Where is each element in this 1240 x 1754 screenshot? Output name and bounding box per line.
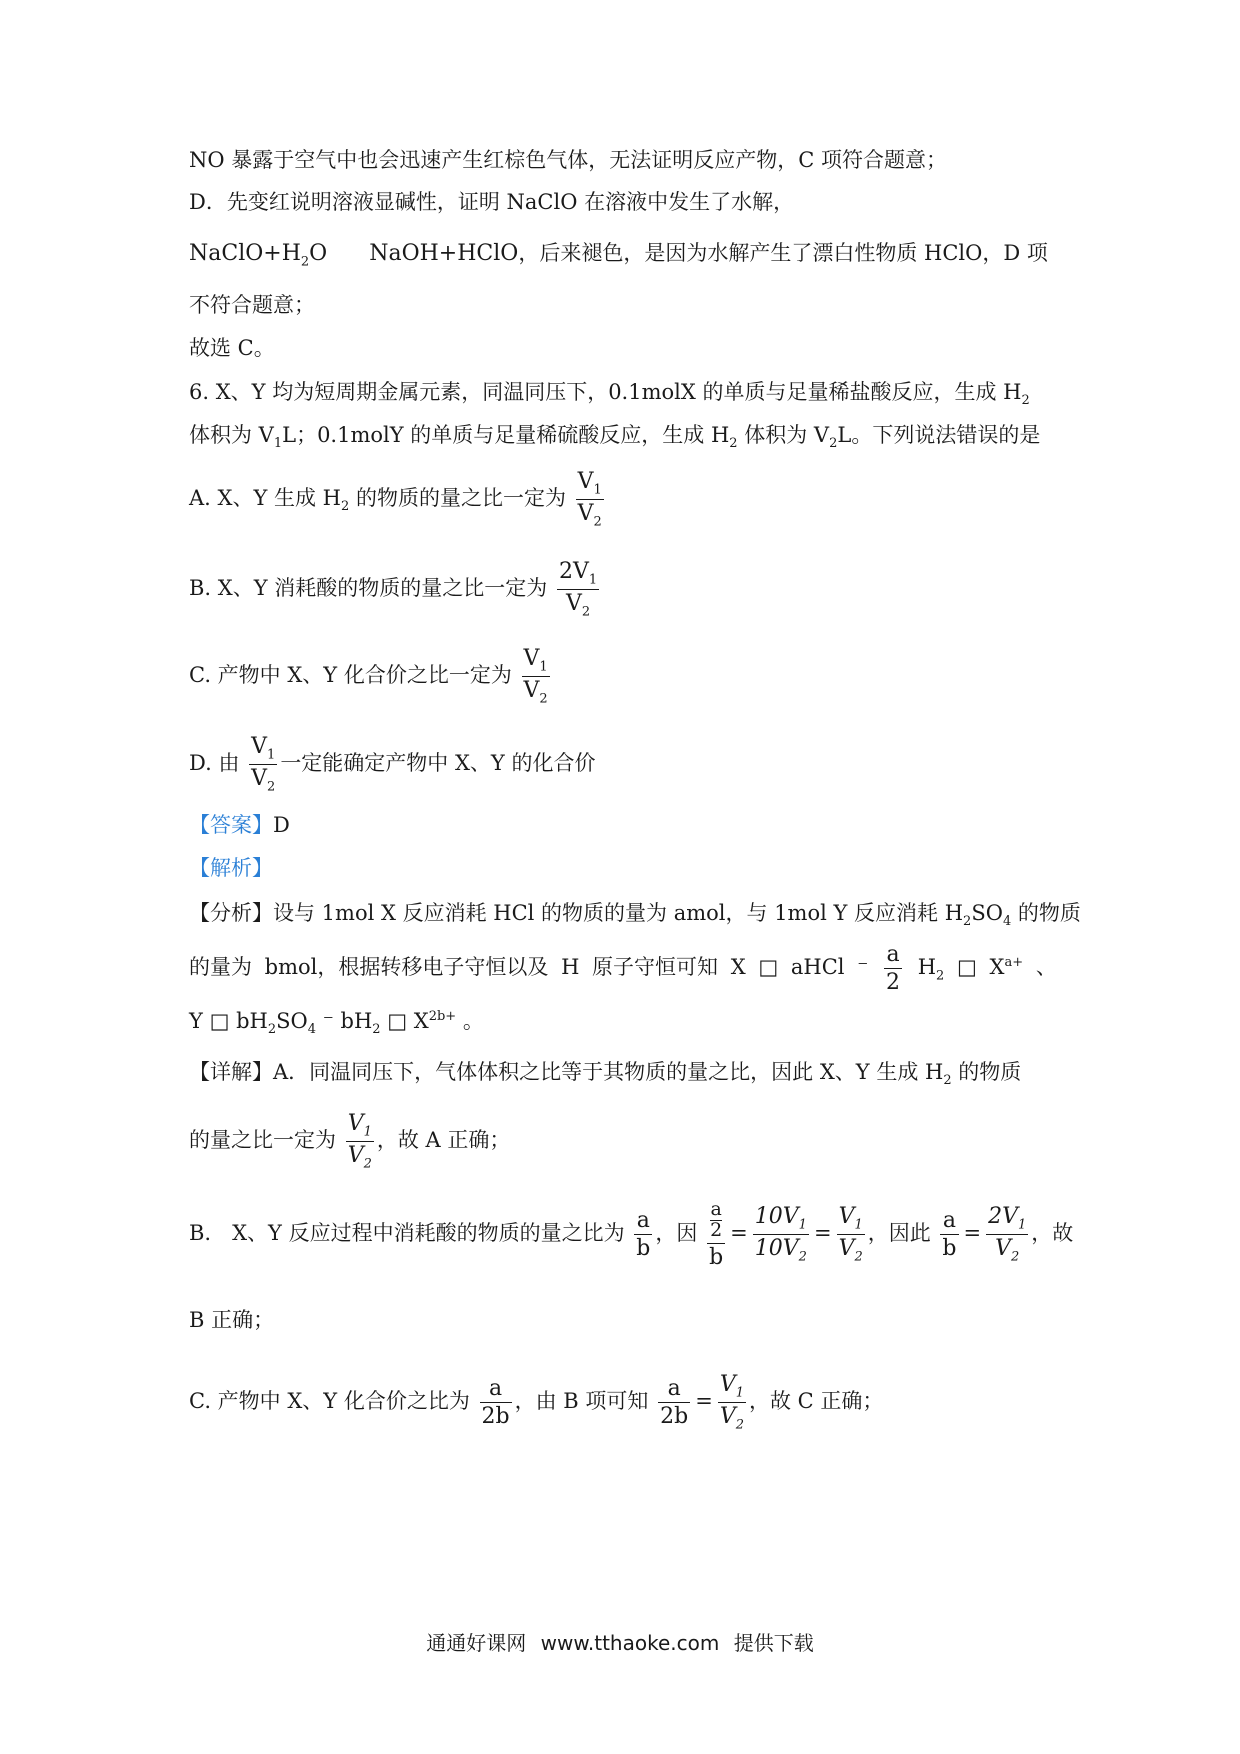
detail-line: 的量之比一定为 $\frac{V_1}{V_2}$ ，故 A 正确； bbox=[189, 1111, 511, 1172]
footer-url[interactable]: www.tthaoke.com bbox=[540, 1631, 720, 1655]
detail-line: B 正确； bbox=[189, 1308, 275, 1332]
fraction-2v1-v2: $\frac{2V_1}{V_2}$ bbox=[988, 1203, 1027, 1265]
analysis-label: 【解析】 bbox=[189, 856, 273, 880]
text-line: NO 暴露于空气中也会迅速产生红棕色气体，无法证明反应产物，C 项符合题意； bbox=[189, 148, 948, 172]
analysis-line: 【分析】设与 1mol X 反应消耗 HCl 的物质的量为 amol，与 1mol Y 反应消耗 $H_2SO_4$ 的物质 bbox=[189, 901, 1081, 930]
equation-line: $NaClO+H_2O$ NaOH+HClO，后来褪色，是因为水解产生了漂白性物质 HClO，D 项 bbox=[189, 241, 1048, 270]
fraction-v1-v2: $\frac{V_1}{V_2}$ bbox=[577, 469, 602, 530]
detail-line: C. 产物中 X、Y 化合价之比为 $\frac{a}{2b}$ ，由 B 项可知 $\frac{a}{2b}$ = $\frac{V_1}{V_2}$ ，故 C 正确； bbox=[189, 1372, 884, 1433]
fraction-a-2b: $\frac{a}{2b}$ bbox=[660, 1375, 689, 1430]
fraction-v1-v2: $\frac{V_1}{V_2}$ bbox=[838, 1203, 863, 1265]
fraction-a-2: $\frac{a}{2}$ bbox=[886, 942, 900, 996]
analysis-line: Y □ $bH_2SO_4$ ⁻ $bH_2$ □ $X^{2b+}$ 。 bbox=[189, 1009, 484, 1038]
fraction-v1-v2: $\frac{V_1}{V_2}$ bbox=[523, 646, 548, 707]
fraction-v1-v2: $\frac{V_1}{V_2}$ bbox=[719, 1372, 744, 1433]
answer-label: 【答案】 bbox=[189, 813, 273, 837]
footer-site-name: 通通好课网 bbox=[426, 1631, 527, 1655]
fraction-a-2b: $\frac{a}{2b}$ bbox=[481, 1375, 510, 1430]
analysis-line: 的量为 bmol，根据转移电子守恒以及 H 原子守恒可知 X □ aHCl ⁻ $\frac{a}{2}$ $H_2$ □ $X^{a+}$ 、 bbox=[189, 942, 1057, 996]
answer-line bbox=[189, 815, 290, 836]
text-line: D．先变红说明溶液显碱性，证明 NaClO 在溶液中发生了水解， bbox=[189, 190, 795, 214]
page-footer bbox=[0, 1627, 1240, 1656]
footer-download-text: 提供下载 bbox=[733, 1631, 814, 1655]
option-a: A. X、Y 生成 $H_2$ 的物质的量之比一定为 $\frac{V_1}{V_2}$ bbox=[189, 469, 602, 530]
option-b: B. X、Y 消耗酸的物质的量之比一定为 $\frac{2V_1}{V_2}$ bbox=[189, 559, 598, 620]
fraction-2v1-v2: $\frac{2V_1}{V_2}$ bbox=[558, 559, 598, 620]
option-d: D. 由 $\frac{V_1}{V_2}$ 一定能确定产物中 X、Y 的化合价 bbox=[189, 734, 596, 795]
fraction-a-b: $\frac{a}{b}$ bbox=[942, 1207, 957, 1261]
detail-line: 【详解】A．同温同压下，气体体积之比等于其物质的量之比，因此 X、Y 生成 $H_2$ 的物质 bbox=[189, 1060, 1022, 1089]
detail-line: B. X、Y 反应过程中消耗酸的物质的量之比为 $\frac{a}{b}$ ，因 $\frac{\frac{a}{2}}{b}$ = $\frac{10V_1}{10V_2}$ = $\frac{V_1}{V_2}$ ，因此 $\frac{a}{b}$ = $\frac{2V_1}{V_2}$ ，故 bbox=[189, 1198, 1074, 1270]
question-stem: 6. X、Y 均为短周期金属元素，同温同压下，0.1molX 的单质与足量稀盐酸反应，生成 $H_2$ bbox=[189, 380, 1030, 409]
option-c: C. 产物中 X、Y 化合价之比一定为 $\frac{V_1}{V_2}$ bbox=[189, 646, 548, 707]
fraction-v1-v2: $\frac{V_1}{V_2}$ bbox=[251, 734, 276, 795]
answer-value: D bbox=[273, 813, 290, 837]
fraction-10v1-10v2: $\frac{10V_1}{10V_2}$ bbox=[754, 1203, 807, 1265]
fraction-v1-v2: $\frac{V_1}{V_2}$ bbox=[347, 1111, 372, 1172]
fraction-nested-a2-b: $\frac{\frac{a}{2}}{b}$ bbox=[709, 1198, 724, 1270]
fraction-a-b: $\frac{a}{b}$ bbox=[636, 1207, 651, 1261]
text-line: 故选 C。 bbox=[189, 336, 275, 360]
question-stem: 体积为 $V_1L$；0.1molY 的单质与足量稀硫酸反应，生成 $H_2$ 体积为 $V_2L$。下列说法错误的是 bbox=[189, 423, 1041, 452]
text-line: 不符合题意； bbox=[189, 293, 315, 317]
